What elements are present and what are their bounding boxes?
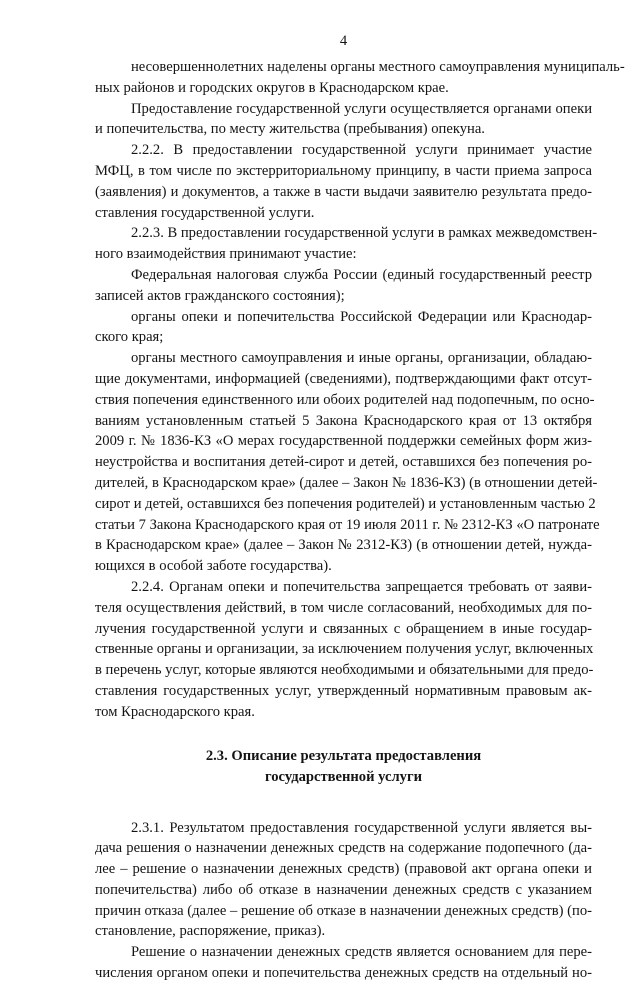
text-line: Федеральная налоговая служба России (единый государственный реестр <box>131 266 592 283</box>
text-line: ственные органы и организации, за исключением получения услуг, включенных <box>95 641 594 658</box>
text-line: ставления государственной услуги. <box>95 204 315 221</box>
text-line: и попечительства, по месту жительства (пребывания) опекуна. <box>95 121 485 138</box>
text-line: 2.2.4. Органам опеки и попечительства запрещается требовать от заяви- <box>131 578 592 595</box>
text-line: числения органом опеки и попечительства денежных средств на отдельный но- <box>95 965 592 982</box>
text-line: 2.2.3. В предоставлении государственной услуги в рамках межведомствен- <box>131 225 598 242</box>
text-line: ствия попечения единственного или обоих родителей над подопечным, по осно- <box>95 391 595 408</box>
text-line: ющихся в особой заботе государства). <box>95 558 332 575</box>
text-line: в перечень услуг, которые являются необходимыми и обязательными для предо- <box>95 662 594 679</box>
section-title-line-1: 2.3. Описание результата предоставления <box>205 747 482 764</box>
text-line: несовершеннолетних наделены органы местного самоуправления муниципаль- <box>131 59 625 75</box>
intro-paragraph <box>95 348 600 577</box>
intro-paragraph <box>95 577 592 723</box>
text-line: щие документами, информацией (сведениями), подтверждающими факт отсут- <box>95 370 592 387</box>
text-line: органы местного самоуправления и иные органы, организации, обладаю- <box>131 350 592 367</box>
intro-section <box>95 57 625 723</box>
text-line: органы опеки и попечительства Российской Федерации или Краснодар- <box>131 308 592 325</box>
section-paragraph <box>95 942 592 984</box>
intro-paragraph <box>95 223 598 265</box>
page-number: 4 <box>339 33 348 49</box>
text-line: статьи 7 Закона Краснодарского края от 19 июля 2011 г. № 2312-КЗ «О патронате <box>95 516 600 533</box>
text-line: ного взаимодействия принимают участие: <box>95 246 357 263</box>
intro-paragraph <box>95 265 592 307</box>
text-line: становление, распоряжение, приказ). <box>95 923 326 940</box>
section-title <box>95 746 592 788</box>
text-line: ставления государственных услуг, утвержденный нормативным правовым ак- <box>95 682 592 699</box>
text-line: 2009 г. № 1836-КЗ «О мерах государственной поддержки семейных форм жиз- <box>95 433 592 450</box>
text-line: неустройства и воспитания детей-сирот и детей, оставшихся без попечения ро- <box>95 454 592 471</box>
text-line: лучения государственной услуги и связанных с обращением в иные государ- <box>95 620 592 637</box>
text-line: причин отказа (далее – решение об отказе в назначении денежных средств) (по- <box>95 902 592 919</box>
section-paragraph <box>95 818 592 943</box>
intro-paragraph <box>95 57 625 99</box>
text-line: в Краснодарском крае» (далее – Закон № 2312-КЗ) (в отношении детей, нужда- <box>95 537 592 554</box>
section-2-3-body <box>95 818 592 984</box>
text-line: (заявления) и документов, а также в части выдачи заявителю результата предо- <box>95 183 592 200</box>
text-line: попечительства) либо об отказе в назначении денежных средств с указанием <box>95 881 592 898</box>
section-title-line-2: государственной услуги <box>264 768 423 785</box>
text-line: том Краснодарского края. <box>95 703 255 720</box>
text-line: теля осуществления действий, в том числе согласований, необходимых для по- <box>95 599 592 616</box>
intro-paragraph <box>95 140 592 223</box>
text-line: 2.3.1. Результатом предоставления государственной услуги является вы- <box>131 819 592 836</box>
text-line: дача решения о назначении денежных средств на содержание подопечного (да- <box>95 840 592 857</box>
text-line: дителей, в Краснодарском крае» (далее – Закон № 1836-КЗ) (в отношении детей- <box>95 474 598 491</box>
intro-paragraph <box>95 99 592 141</box>
text-line: лее – решение о назначении денежных средств) (правовой акт органа опеки и <box>95 861 592 878</box>
text-line: Предоставление государственной услуги осуществляется органами опеки <box>131 100 592 117</box>
text-line: ского края; <box>95 329 164 346</box>
intro-paragraph <box>95 307 592 349</box>
text-line: сирот и детей, оставшихся без попечения родителей) и установленным частью 2 <box>95 495 596 512</box>
text-line: ных районов и городских округов в Краснодарском крае. <box>95 79 449 96</box>
text-line: ваниям установленным статьей 5 Закона Краснодарского края от 13 октября <box>95 412 592 429</box>
text-line: МФЦ, в том числе по экстерриториальному принципу, в части приема запроса <box>95 162 592 179</box>
text-line: записей актов гражданского состояния); <box>95 287 345 304</box>
text-line: 2.2.2. В предоставлении государственной услуги принимает участие <box>131 142 592 159</box>
text-line: Решение о назначении денежных средств является основанием для пере- <box>131 944 592 961</box>
